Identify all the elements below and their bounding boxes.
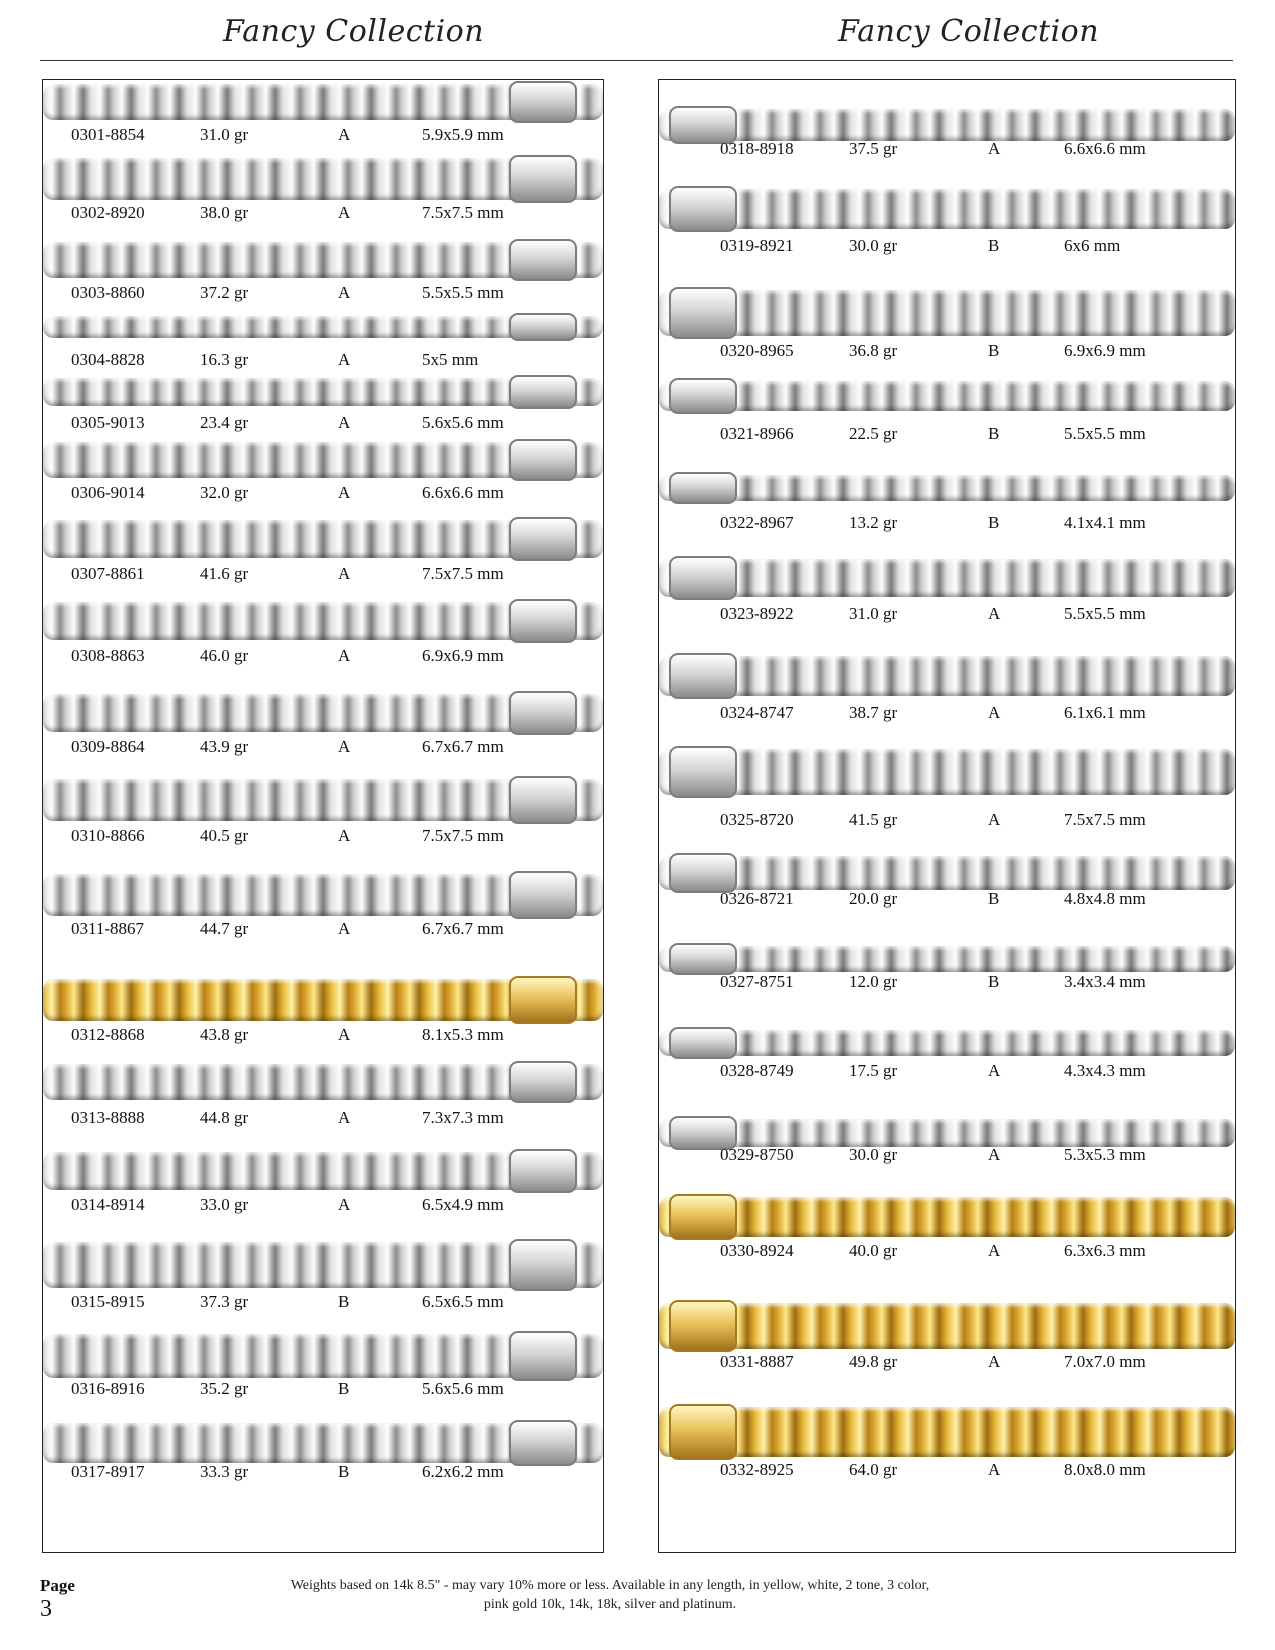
product-grade: B bbox=[338, 1379, 350, 1398]
product-size: 6.1x6.1 mm bbox=[1064, 703, 1146, 722]
chain-image bbox=[43, 242, 603, 278]
product-code: 0328-8749 bbox=[720, 1061, 794, 1080]
chain-image bbox=[659, 1197, 1235, 1237]
product-grade: A bbox=[338, 283, 351, 302]
product-grade: A bbox=[988, 1460, 1001, 1479]
product-grade: A bbox=[338, 350, 351, 369]
chain-image bbox=[659, 946, 1235, 972]
chain-image bbox=[43, 979, 603, 1021]
chain-image bbox=[43, 520, 603, 558]
product-size: 6.6x6.6 mm bbox=[422, 483, 504, 502]
product-grade: A bbox=[338, 125, 351, 144]
product-weight: 23.4 gr bbox=[200, 413, 249, 432]
product-weight: 44.7 gr bbox=[200, 919, 249, 938]
clasp-icon bbox=[509, 1061, 577, 1103]
product-grade: A bbox=[338, 203, 351, 222]
product-code: 0326-8721 bbox=[720, 889, 794, 908]
chain-image bbox=[43, 1334, 603, 1378]
product-grade: A bbox=[338, 919, 351, 938]
clasp-icon bbox=[509, 517, 577, 561]
product-code: 0309-8864 bbox=[71, 737, 145, 756]
product-code: 0306-9014 bbox=[71, 483, 145, 502]
product-weight: 12.0 gr bbox=[849, 972, 898, 991]
product-size: 6.6x6.6 mm bbox=[1064, 139, 1146, 158]
product-size: 6.5x4.9 mm bbox=[422, 1195, 504, 1214]
product-code: 0332-8925 bbox=[720, 1460, 794, 1479]
product-size: 6x6 mm bbox=[1064, 236, 1121, 255]
page-title-left: Fancy Collection bbox=[223, 14, 485, 49]
product-weight: 37.3 gr bbox=[200, 1292, 249, 1311]
product-code: 0318-8918 bbox=[720, 139, 794, 158]
product-code: 0330-8924 bbox=[720, 1241, 794, 1260]
product-code: 0316-8916 bbox=[71, 1379, 145, 1398]
clasp-icon bbox=[669, 943, 737, 975]
chain-image bbox=[43, 1152, 603, 1190]
product-size: 7.5x7.5 mm bbox=[1064, 810, 1146, 829]
product-weight: 13.2 gr bbox=[849, 513, 898, 532]
chain-image bbox=[659, 109, 1235, 141]
product-grade: B bbox=[988, 341, 1000, 360]
clasp-icon bbox=[669, 1194, 737, 1240]
product-weight: 43.9 gr bbox=[200, 737, 249, 756]
product-code: 0322-8967 bbox=[720, 513, 794, 532]
clasp-icon bbox=[509, 1331, 577, 1381]
chain-image bbox=[43, 1242, 603, 1288]
product-grade: A bbox=[988, 1352, 1001, 1371]
product-grade: A bbox=[988, 1241, 1001, 1260]
chain-image bbox=[659, 656, 1235, 696]
product-weight: 41.5 gr bbox=[849, 810, 898, 829]
chain-image bbox=[659, 1407, 1235, 1457]
chain-image bbox=[43, 316, 603, 338]
product-code: 0311-8867 bbox=[71, 919, 145, 938]
product-grade: A bbox=[338, 483, 351, 502]
header-rule bbox=[40, 60, 1233, 61]
product-code: 0303-8860 bbox=[71, 283, 145, 302]
product-weight: 38.7 gr bbox=[849, 703, 898, 722]
chain-image bbox=[43, 602, 603, 640]
product-code: 0327-8751 bbox=[720, 972, 794, 991]
product-weight: 30.0 gr bbox=[849, 1145, 898, 1164]
product-code: 0323-8922 bbox=[720, 604, 794, 623]
product-code: 0302-8920 bbox=[71, 203, 145, 222]
footnote-line-2: pink gold 10k, 14k, 18k, silver and platinum. bbox=[483, 1597, 737, 1612]
chain-image bbox=[659, 290, 1235, 336]
product-grade: A bbox=[988, 139, 1001, 158]
product-code: 0324-8747 bbox=[720, 703, 794, 722]
product-weight: 31.0 gr bbox=[200, 125, 249, 144]
product-grade: A bbox=[338, 737, 351, 756]
product-grade: B bbox=[988, 236, 1000, 255]
product-size: 4.1x4.1 mm bbox=[1064, 513, 1146, 532]
product-code: 0307-8861 bbox=[71, 564, 145, 583]
product-code: 0321-8966 bbox=[720, 424, 794, 443]
chain-image bbox=[43, 694, 603, 732]
product-code: 0305-9013 bbox=[71, 413, 145, 432]
product-size: 5.6x5.6 mm bbox=[422, 413, 504, 432]
product-code: 0312-8868 bbox=[71, 1025, 145, 1044]
clasp-icon bbox=[509, 1239, 577, 1291]
product-code: 0325-8720 bbox=[720, 810, 794, 829]
chain-image bbox=[659, 559, 1235, 597]
product-size: 7.3x7.3 mm bbox=[422, 1108, 504, 1127]
chain-image bbox=[43, 378, 603, 406]
product-grade: A bbox=[338, 826, 351, 845]
clasp-icon bbox=[509, 439, 577, 481]
product-code: 0313-8888 bbox=[71, 1108, 145, 1127]
clasp-icon bbox=[509, 776, 577, 824]
product-weight: 46.0 gr bbox=[200, 646, 249, 665]
product-size: 8.0x8.0 mm bbox=[1064, 1460, 1146, 1479]
clasp-icon bbox=[669, 746, 737, 798]
chain-image bbox=[43, 874, 603, 916]
product-grade: A bbox=[338, 413, 351, 432]
product-weight: 36.8 gr bbox=[849, 341, 898, 360]
product-grade: A bbox=[988, 1061, 1001, 1080]
product-weight: 35.2 gr bbox=[200, 1379, 249, 1398]
product-size: 6.9x6.9 mm bbox=[1064, 341, 1146, 360]
product-grade: A bbox=[338, 646, 351, 665]
product-weight: 64.0 gr bbox=[849, 1460, 898, 1479]
product-size: 5x5 mm bbox=[422, 350, 479, 369]
clasp-icon bbox=[669, 378, 737, 414]
product-weight: 37.5 gr bbox=[849, 139, 898, 158]
clasp-icon bbox=[509, 313, 577, 341]
product-size: 6.9x6.9 mm bbox=[422, 646, 504, 665]
clasp-icon bbox=[669, 653, 737, 699]
product-size: 4.3x4.3 mm bbox=[1064, 1061, 1146, 1080]
product-size: 5.6x5.6 mm bbox=[422, 1379, 504, 1398]
clasp-icon bbox=[509, 599, 577, 643]
product-size: 6.3x6.3 mm bbox=[1064, 1241, 1146, 1260]
product-grade: A bbox=[338, 1025, 351, 1044]
product-grade: A bbox=[338, 1108, 351, 1127]
clasp-icon bbox=[669, 853, 737, 893]
product-grade: B bbox=[988, 972, 1000, 991]
product-weight: 33.3 gr bbox=[200, 1462, 249, 1481]
clasp-icon bbox=[509, 871, 577, 919]
chain-image bbox=[659, 189, 1235, 229]
product-size: 8.1x5.3 mm bbox=[422, 1025, 504, 1044]
clasp-icon bbox=[669, 556, 737, 600]
chain-image bbox=[43, 442, 603, 478]
chain-image bbox=[659, 1303, 1235, 1349]
chain-image bbox=[659, 1030, 1235, 1056]
product-code: 0314-8914 bbox=[71, 1195, 145, 1214]
left-catalog-panel bbox=[42, 79, 604, 1553]
page-title-right: Fancy Collection bbox=[838, 14, 1100, 49]
clasp-icon bbox=[669, 287, 737, 339]
product-size: 4.8x4.8 mm bbox=[1064, 889, 1146, 908]
product-size: 3.4x3.4 mm bbox=[1064, 972, 1146, 991]
product-weight: 40.5 gr bbox=[200, 826, 249, 845]
chain-image bbox=[43, 158, 603, 200]
product-weight: 40.0 gr bbox=[849, 1241, 898, 1260]
product-grade: B bbox=[988, 513, 1000, 532]
product-code: 0319-8921 bbox=[720, 236, 794, 255]
product-grade: A bbox=[988, 810, 1001, 829]
chain-image bbox=[659, 475, 1235, 501]
product-weight: 17.5 gr bbox=[849, 1061, 898, 1080]
product-size: 6.7x6.7 mm bbox=[422, 919, 504, 938]
chain-image bbox=[659, 749, 1235, 795]
chain-image bbox=[43, 84, 603, 120]
product-weight: 22.5 gr bbox=[849, 424, 898, 443]
product-grade: B bbox=[338, 1292, 350, 1311]
product-grade: B bbox=[988, 424, 1000, 443]
chain-image bbox=[659, 856, 1235, 890]
product-size: 5.5x5.5 mm bbox=[422, 283, 504, 302]
product-size: 5.3x5.3 mm bbox=[1064, 1145, 1146, 1164]
product-size: 7.0x7.0 mm bbox=[1064, 1352, 1146, 1371]
product-code: 0310-8866 bbox=[71, 826, 145, 845]
clasp-icon bbox=[509, 375, 577, 409]
product-size: 6.5x6.5 mm bbox=[422, 1292, 504, 1311]
product-code: 0315-8915 bbox=[71, 1292, 145, 1311]
product-weight: 43.8 gr bbox=[200, 1025, 249, 1044]
clasp-icon bbox=[509, 976, 577, 1024]
product-size: 5.5x5.5 mm bbox=[1064, 424, 1146, 443]
product-weight: 37.2 gr bbox=[200, 283, 249, 302]
product-grade: B bbox=[338, 1462, 350, 1481]
product-weight: 33.0 gr bbox=[200, 1195, 249, 1214]
clasp-icon bbox=[669, 186, 737, 232]
product-size: 5.5x5.5 mm bbox=[1064, 604, 1146, 623]
footnote bbox=[230, 1576, 990, 1614]
chain-image bbox=[659, 381, 1235, 411]
chain-image bbox=[43, 1423, 603, 1463]
product-grade: A bbox=[338, 1195, 351, 1214]
chain-image bbox=[43, 1064, 603, 1100]
product-code: 0304-8828 bbox=[71, 350, 145, 369]
product-code: 0317-8917 bbox=[71, 1462, 145, 1481]
product-grade: A bbox=[988, 604, 1001, 623]
clasp-icon bbox=[669, 472, 737, 504]
product-code: 0308-8863 bbox=[71, 646, 145, 665]
right-catalog-panel bbox=[658, 79, 1236, 1553]
product-weight: 38.0 gr bbox=[200, 203, 249, 222]
clasp-icon bbox=[509, 1420, 577, 1466]
product-weight: 49.8 gr bbox=[849, 1352, 898, 1371]
product-size: 6.2x6.2 mm bbox=[422, 1462, 504, 1481]
clasp-icon bbox=[669, 1027, 737, 1059]
product-size: 7.5x7.5 mm bbox=[422, 826, 504, 845]
clasp-icon bbox=[509, 239, 577, 281]
page-label: Page bbox=[40, 1576, 75, 1595]
chain-image bbox=[43, 779, 603, 821]
clasp-icon bbox=[509, 691, 577, 735]
product-weight: 16.3 gr bbox=[200, 350, 249, 369]
product-size: 7.5x7.5 mm bbox=[422, 203, 504, 222]
page-number: 3 bbox=[40, 1596, 52, 1622]
clasp-icon bbox=[669, 1300, 737, 1352]
product-code: 0301-8854 bbox=[71, 125, 145, 144]
product-grade: A bbox=[338, 564, 351, 583]
product-weight: 20.0 gr bbox=[849, 889, 898, 908]
product-code: 0329-8750 bbox=[720, 1145, 794, 1164]
product-grade: A bbox=[988, 703, 1001, 722]
product-weight: 30.0 gr bbox=[849, 236, 898, 255]
product-code: 0331-8887 bbox=[720, 1352, 794, 1371]
footnote-line-1: Weights based on 14k 8.5" - may vary 10% more or less. Available in any length, in yellow, white, 2 tone, 3 color, bbox=[290, 1578, 930, 1593]
product-size: 7.5x7.5 mm bbox=[422, 564, 504, 583]
product-weight: 31.0 gr bbox=[849, 604, 898, 623]
product-weight: 41.6 gr bbox=[200, 564, 249, 583]
clasp-icon bbox=[669, 1404, 737, 1460]
clasp-icon bbox=[509, 1149, 577, 1193]
product-size: 5.9x5.9 mm bbox=[422, 125, 504, 144]
clasp-icon bbox=[509, 155, 577, 203]
clasp-icon bbox=[509, 81, 577, 123]
product-weight: 32.0 gr bbox=[200, 483, 249, 502]
product-grade: A bbox=[988, 1145, 1001, 1164]
product-code: 0320-8965 bbox=[720, 341, 794, 360]
product-weight: 44.8 gr bbox=[200, 1108, 249, 1127]
chain-image bbox=[659, 1119, 1235, 1147]
product-size: 6.7x6.7 mm bbox=[422, 737, 504, 756]
product-grade: B bbox=[988, 889, 1000, 908]
